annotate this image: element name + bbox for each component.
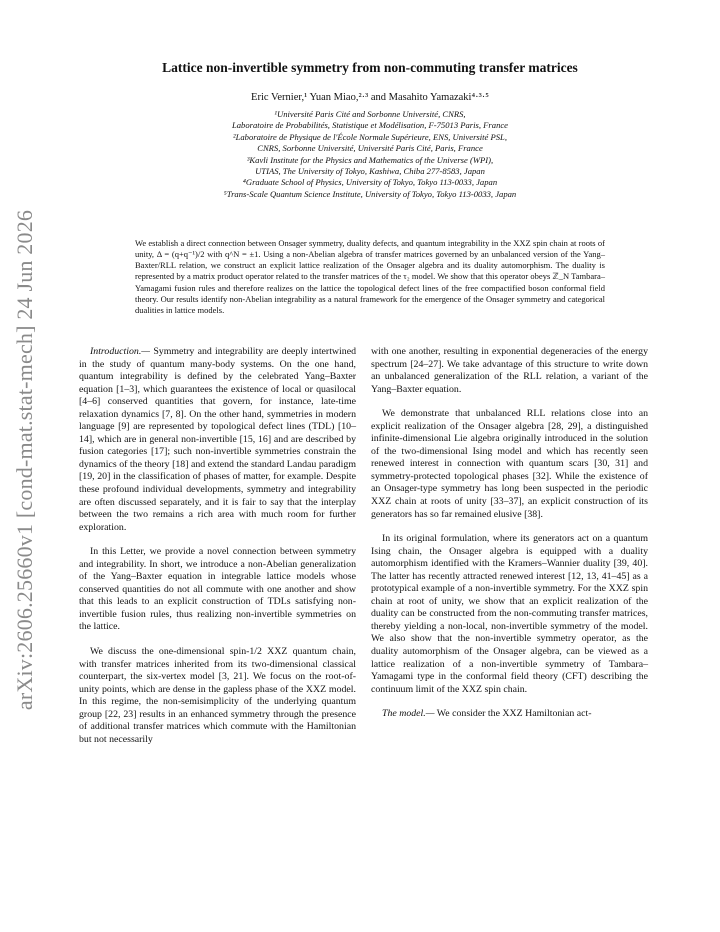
section-label: Introduction.— [90,346,151,357]
paragraph [79,546,356,634]
affiliation-line: ¹Université Paris Cité and Sorbonne Université, CNRS, [274,109,466,119]
affiliations [100,109,640,200]
affiliation-line: ³Kavli Institute for the Physics and Mathematics of the Universe (WPI), [246,154,494,165]
paragraph-text: In this Letter, we provide a novel connection between symmetry and integrability. In short, we introduce a non-Abelian generalization of the Yang–Baxter equation in integrable lattice models whose conserved quantities do not all commute with one another and show that this leads to an explicit construction of TDLs satisfying non-invertible fusion rules, thus realizing non-invertible symmetries on the lattice. [79,546,356,633]
paragraph-text: Symmetry and integrability are deeply intertwined in the study of quantum many-body systems. On the one hand, quantum integrability is defined by the celebrated Yang–Baxter equation [1–3], which guarantees the existence of local or quasilocal [4–6] conserved quantities that govern, for instance, late-time relaxation dynamics [7, 8]. On the other hand, symmetries in modern language [9] are represented by topological defect lines (TDL) [10–14], which are in general non-invertible [15, 16] and are described by fusion categories [17]; such non-invertible symmetries constrain the dynamics of the theory [18] and extend the standard Landau paradigm [19, 20] in the classification of phases of matter, for example. Despite these profound individual developments, symmetry and integrability are often discussed separately, and it is fair to say that the interplay between the two remains a rich area with much room for further exploration. [79,346,356,533]
paragraph-text: In its original formulation, where its generators act on a quantum Ising chain, the Onsager algebra is equipped with a duality automorphism identified with the Kramers–Wannier duality [39, 40]. The latter has recently attracted renewed interest [12, 13, 41–45] as a prototypical example of a non-invertible symmetry. For the XXZ spin chain at root of unity, we show that an explicit realization of the duality can be constructed from the non-commuting transfer matrices, thereby yielding a non-local, non-invertible symmetry of the model. We also show that the non-invertible symmetry operator, as the duality automorphism of the Onsager algebra, can be viewed as a lattice realization of a non-invertible symmetry of Tambara–Yamagami type in the conformal field theory (CFT) describing the continuum limit of the XXZ spin chain. [371,533,648,695]
paragraph [371,533,648,696]
affiliation-line: CNRS, Sorbonne Université, Université Paris Cité, Paris, France [257,143,483,154]
paragraph-text: with one another, resulting in exponential degeneracies of the energy spectrum [24–27]. We take advantage of this structure to write down an unbalanced generalization of the RLL relation, a variant of the Yang–Baxter equation. [371,346,648,395]
affiliation-line: ⁵Trans-Scale Quantum Science Institute, University of Tokyo, Tokyo 113-0033, Japan [223,188,517,199]
paragraph [371,708,648,721]
paper-title: Lattice non-invertible symmetry from non-commuting transfer matrices [162,60,578,75]
body-column-left [79,346,356,746]
paragraph [371,346,648,396]
affiliation-line: ⁴Graduate School of Physics, University of Tokyo, Tokyo 113-0033, Japan [242,177,498,188]
paragraph [79,646,356,746]
paragraph-text: We consider the XXZ Hamiltonian act- [434,708,592,720]
paragraph [79,346,356,534]
affiliation-line: ²Laboratoire de Physique de l'École Normale Supérieure, ENS, Université PSL, [233,131,507,142]
paragraph [371,408,648,521]
abstract: We establish a direct connection between Onsager symmetry, duality defects, and quantum integrability in the XXZ spin chain at roots of unity, Δ = (q+q⁻¹)/2 with q^N = ±1. Using a non-Abelian algebra of transfer matrices governed by an unbalanced version of the Yang–Baxter/RLL relation, we construct an explicit lattice realization of the Onsager algebra and its duality automorphism. The duality is represented by a matrix product operator related to the transfer matrices of the τ₂ model. We show that this operator obeys ℤ_N Tambara–Yamagami fusion rules and therefore realizes on the lattice the topological defect lines of the free compactified boson conformal field theory. Our results identify non-Abelian integrability as a natural framework for the emergence of the Onsager symmetry and categorical dualities in lattice models. [135,238,605,315]
author-list: Eric Vernier,¹ Yuan Miao,²·³ and Masahito Yamazaki⁴·³·⁵ [251,92,489,103]
affiliation-line: Laboratoire de Probabilités, Statistique et Modélisation, F-75013 Paris, France [231,120,508,131]
section-label: The model.— [382,708,435,720]
paragraph-text: We discuss the one-dimensional spin-1/2 XXZ quantum chain, with transfer matrices inherited from its two-dimensional classical counterpart, the six-vertex model [3, 21]. We focus on the root-of-unity points, which are dense in the gapless phase of the XXZ model. In this regime, the non-semisimplicity of the underlying quantum group [22, 23] results in an enhanced symmetry through the presence of additional transfer matrices which commute with the Hamiltonian but not necessarily [79,646,356,745]
arxiv-identifier[interactable]: arXiv:2606.25660v1 [cond-mat.stat-mech] 24 Jun 2026 [12,209,37,711]
arxiv-sidebar [10,200,40,720]
affiliation-line: UTIAS, The University of Tokyo, Kashiwa, Chiba 277-8583, Japan [255,166,485,177]
paragraph-text: We demonstrate that unbalanced RLL relations close into an explicit realization of the Onsager algebra [28, 29], a distinguished infinite-dimensional Lie algebra originally introduced in the solution of the two-dimensional Ising model and which has recently seen renewed interest in connection with quantum scars [30, 31] and symmetry-protected topological phases [32]. While the existence of an Onsager-type symmetry has long been suspected in the periodic XXZ chain at roots of unity [33–37], an explicit construction of its generators has so far remained elusive [38]. [371,408,648,520]
body-column-right [371,346,648,721]
